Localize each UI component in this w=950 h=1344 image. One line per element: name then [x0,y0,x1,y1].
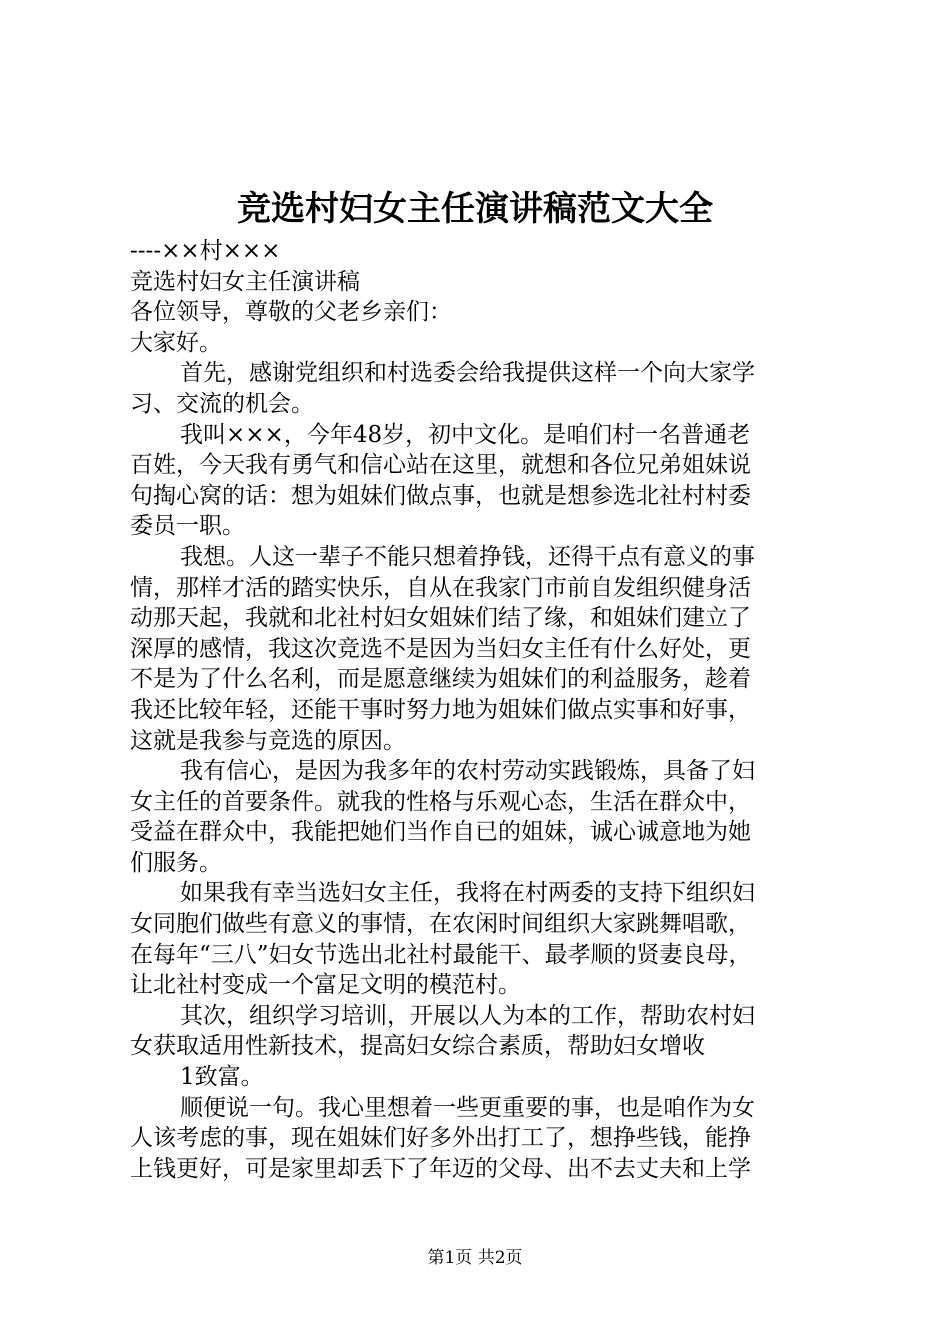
paragraph [130,542,830,756]
document-title: 竞选村妇女主任演讲稿范文大全 [237,189,713,229]
paragraph-line: 我叫×××，今年48岁，初中文化。是咱们村一名普通老 [180,421,751,448]
paragraph-line: 首先，感谢党组织和村选委会给我提供这样一个向大家学 [180,360,755,387]
paragraph [130,358,830,419]
paragraph [130,878,830,1000]
paragraph-line: 委员一职。 [130,513,245,540]
paragraph-line: 如果我有幸当选妇女主任，我将在村两委的支持下组织妇 [180,880,755,907]
paragraph-line: 习、交流的机会。 [130,390,314,417]
paragraph-line: 女同胞们做些有意义的事情，在农闲时间组织大家跳舞唱歌， [130,911,751,938]
paragraph-list [130,358,830,1184]
paragraph-line: 动那天起，我就和北社村妇女姐妹们结了缘，和姐妹们建立了 [130,605,751,632]
paragraph-line: 们服务。 [130,849,222,876]
paragraph-line: 不是为了什么名利，而是愿意继续为姐妹们的利益服务，趁着 [130,666,751,693]
paragraph [130,420,830,542]
paragraph-line: 在每年“三八”妇女节选出北社村最能干、最孝顺的贤妻良母， [130,941,752,968]
paragraph-line: 女获取适用性新技术，提高妇女综合素质，帮助妇女增收 [130,1033,705,1060]
paragraph-line: 受益在群众中，我能把她们当作自已的姐妹，诚心诚意地为她 [130,819,751,846]
paragraph-line: 我有信心，是因为我多年的农村劳动实践锻炼，具备了妇 [180,758,755,785]
paragraph-line: 人该考虑的事，现在姐妹们好多外出打工了，想挣些钱，能挣 [130,1125,751,1152]
paragraph-line: 其次，组织学习培训，开展以人为本的工作，帮助农村妇 [180,1002,755,1029]
document-body [130,236,830,1184]
paragraph-line: 让北社村变成一个富足文明的模范村。 [130,972,521,999]
paragraph-line: 顺便说一句。我心里想着一些更重要的事，也是咱作为女 [180,1094,755,1121]
paragraph-line: 情，那样才活的踏实快乐，自从在我家门市前自发组织健身活 [130,574,751,601]
paragraph-line: 句掏心窝的话：想为姐妹们做点事，也就是想参选北社村村委 [130,482,751,509]
paragraph-line: 上钱更好，可是家里却丢下了年迈的父母、出不去丈夫和上学 [130,1155,751,1182]
byline: ----××村××× [130,238,281,264]
greeting: 大家好。 [130,329,222,356]
speech-subtitle: 竞选村妇女主任演讲稿 [130,268,360,295]
paragraph-line: 百姓，今天我有勇气和信心站在这里，就想和各位兄弟姐妹说 [130,452,751,479]
page-footer: 第1页 共2页 [427,1248,523,1268]
paragraph-line: 女主任的首要条件。就我的性格与乐观心态，生活在群众中， [130,788,751,815]
paragraph [130,1001,830,1062]
paragraph-line: 1致富。 [180,1064,264,1091]
salutation: 各位领导，尊敬的父老乡亲们： [130,299,452,326]
paragraph-line: 深厚的感情，我这次竞选不是因为当妇女主任有什么好处，更 [130,635,751,662]
paragraph-line: 我还比较年轻，还能干事时努力地为姐妹们做点实事和好事， [130,696,751,723]
paragraph [130,756,830,878]
paragraph-line: 这就是我参与竞选的原因。 [130,727,406,754]
paragraph [130,1062,830,1093]
paragraph-line: 我想。人这一辈子不能只想着挣钱，还得干点有意义的事 [180,543,755,570]
paragraph [130,1093,830,1185]
